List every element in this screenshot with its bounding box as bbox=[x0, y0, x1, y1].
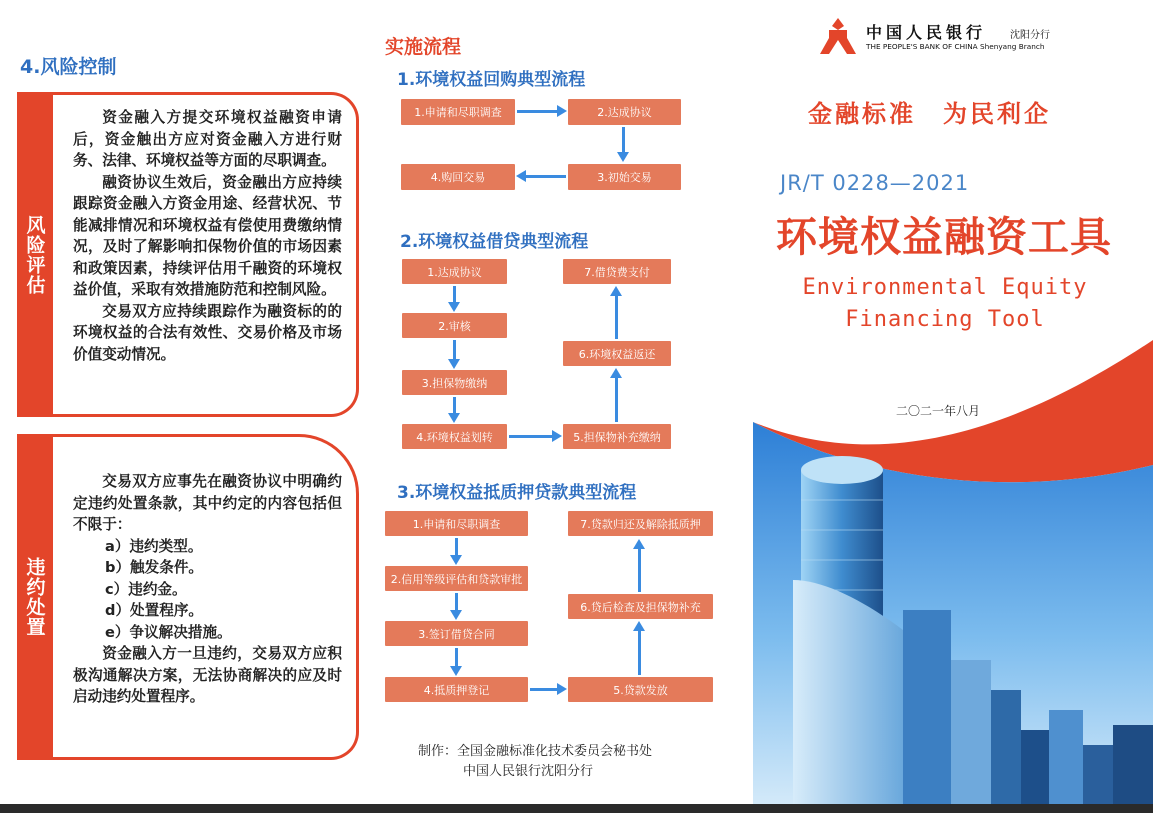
standard-code: JR/T 0228—2021 bbox=[780, 171, 970, 195]
bottom-edge bbox=[0, 804, 1153, 813]
flow-arrow-right bbox=[530, 688, 558, 691]
flow-arrow-down bbox=[453, 397, 456, 414]
tower-4 bbox=[991, 690, 1021, 813]
flow-arrow-up bbox=[615, 377, 618, 422]
publish-date: 二〇二一年八月 bbox=[896, 404, 981, 418]
flow-arrow-down bbox=[622, 127, 625, 153]
flow-arrow-down bbox=[455, 648, 458, 667]
flow-arrow-down bbox=[453, 286, 456, 303]
bank-name-cn: 中国人民银行 bbox=[866, 23, 987, 42]
risk-control-title: 4.风险控制 bbox=[20, 56, 117, 78]
flow3-step: 3.签订借贷合同 bbox=[385, 621, 528, 646]
flow-arrow-right bbox=[509, 435, 553, 438]
default-list-item: e）争议解决措施。 bbox=[105, 623, 232, 641]
flow-arrow-left bbox=[525, 175, 566, 178]
flow-arrow-right bbox=[517, 110, 558, 113]
default-intro: 交易双方应事先在融资协议中明确约定违约处置条款，其中约定的内容包括但不限于： bbox=[73, 473, 342, 533]
pboc-logo-icon bbox=[817, 16, 859, 58]
slogan: 金融标准 为民利企 bbox=[808, 99, 1051, 128]
tower-8 bbox=[1113, 725, 1153, 813]
flow-arrow-up bbox=[638, 630, 641, 675]
flow1-step: 1.申请和尽职调查 bbox=[401, 99, 515, 125]
flow2-step: 3.担保物缴纳 bbox=[402, 370, 507, 395]
tower-2 bbox=[903, 610, 951, 813]
flow1-title: 1.环境权益回购典型流程 bbox=[397, 70, 586, 90]
risk-paragraph: 交易双方应持续跟踪作为融资标的的环境权益的合法有效性、交易价格及市场价值变动情况。 bbox=[73, 302, 342, 363]
tower-5 bbox=[1021, 730, 1049, 813]
tower-top bbox=[801, 456, 883, 484]
risk-paragraph: 融资协议生效后，资金融出方应持续跟踪资金融入方资金用途、经营状况、节能减排情况和环境权益有偿使用费缴纳情况，及时了解影响扣保物价值的市场因素和政策因素，持续评估用千融资的环境权益价值，采取有效措施防范和控制风险。 bbox=[73, 173, 342, 298]
cover-title-en-line2: Financing Tool bbox=[845, 307, 1045, 332]
default-outro: 资金融入方一旦违约，交易双方应积极沟通解决方案，无法协商解决的应及时启动违约处置程序。 bbox=[73, 645, 342, 705]
flow2-step: 1.达成协议 bbox=[402, 259, 507, 284]
tower-7 bbox=[1083, 745, 1113, 813]
flow2-step: 7.借贷费支付 bbox=[563, 259, 671, 284]
risk-assessment-box bbox=[17, 92, 359, 417]
default-handling-tab bbox=[17, 434, 53, 760]
flow-arrow-down bbox=[455, 593, 458, 611]
tower-6 bbox=[1049, 710, 1083, 813]
bank-name-en: THE PEOPLE'S BANK OF CHINA Shenyang Branch bbox=[866, 42, 1045, 51]
flow-arrow-up bbox=[638, 548, 641, 592]
flow3-title: 3.环境权益抵质押贷款典型流程 bbox=[397, 483, 637, 503]
cover-title-en-line1: Environmental Equity bbox=[802, 275, 1088, 300]
flow2-step: 6.环境权益返还 bbox=[563, 341, 671, 366]
flow1-step: 3.初始交易 bbox=[568, 164, 681, 190]
tower-3 bbox=[951, 660, 991, 813]
default-handling-box bbox=[17, 434, 359, 760]
flow3-step: 2.信用等级评估和贷款审批 bbox=[385, 566, 528, 591]
flow3-step: 7.贷款归还及解除抵质押 bbox=[568, 511, 713, 536]
default-list-item: b）触发条件。 bbox=[105, 559, 204, 576]
flow-arrow-down bbox=[453, 340, 456, 360]
default-list-item: a）违约类型。 bbox=[105, 537, 203, 555]
flow2-step: 5.担保物补充缴纳 bbox=[563, 424, 671, 449]
bank-branch-cn: 沈阳分行 bbox=[1010, 30, 1050, 41]
implementation-title: 实施流程 bbox=[385, 36, 462, 58]
producer-credit bbox=[418, 742, 652, 782]
risk-assessment-text bbox=[73, 107, 342, 365]
flow3-step: 1.申请和尽职调查 bbox=[385, 511, 528, 536]
flow-arrow-down bbox=[455, 538, 458, 556]
flow1-step: 2.达成协议 bbox=[568, 99, 681, 125]
default-list-item: c）违约金。 bbox=[105, 580, 187, 598]
default-handling-text bbox=[73, 471, 342, 708]
flow3-step: 4.抵质押登记 bbox=[385, 677, 528, 702]
risk-assessment-tab-label: 风险评估 bbox=[23, 214, 46, 295]
risk-assessment-tab bbox=[17, 92, 53, 417]
flow1-step: 4.购回交易 bbox=[401, 164, 515, 190]
flow2-title: 2.环境权益借贷典型流程 bbox=[400, 232, 589, 252]
default-list-item: d）处置程序。 bbox=[105, 602, 204, 619]
flow3-step: 5.贷款发放 bbox=[568, 677, 713, 702]
flow3-step: 6.贷后检查及担保物补充 bbox=[568, 594, 713, 619]
cover-title: 环境权益融资工具 bbox=[776, 213, 1112, 261]
flow2-step: 4.环境权益划转 bbox=[402, 424, 507, 449]
default-handling-tab-label: 违约处置 bbox=[23, 557, 46, 637]
flow2-step: 2.审核 bbox=[402, 313, 507, 338]
flow-arrow-up bbox=[615, 295, 618, 339]
risk-paragraph: 资金融入方提交环境权益融资申请后，资金触出方应对资金融入方进行财务、法律、环境权益等方面的尽职调查。 bbox=[73, 109, 342, 169]
cover-title-en bbox=[760, 272, 1130, 336]
producer-line-1: 制作：全国金融标准化技术委员会秘书处 bbox=[418, 744, 653, 759]
producer-line-2: 中国人民银行沈阳分行 bbox=[463, 764, 594, 779]
